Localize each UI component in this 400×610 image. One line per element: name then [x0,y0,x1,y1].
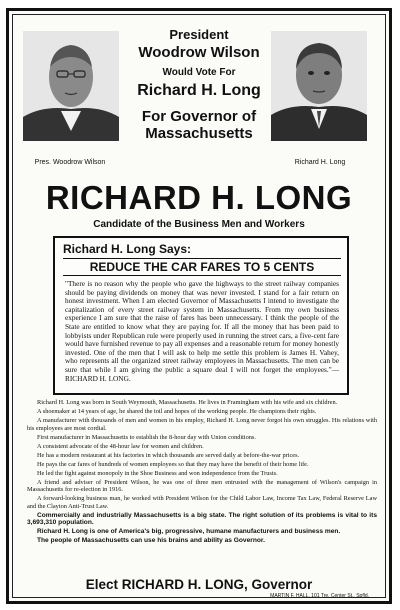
quote-text: "There is no reason why the people who gave the highways to the street railway companies should be paying dividends on money that was never invested. I stand for a fair return on honest investment. When I am elected Governor of Massachusetts I intend to investigate the capitalization of every street railway system in Massachusetts. From my own business experience I am sure that the raise of fares has been unnecessary. I think the people of the State are entitled to know what they are paying for. If all the money that has been paid to lobbyists under Republican rule were properly used in running the street cars, a five-cent fare would have furnished revenue to pay all expenses and a reasonable return for money honestly invested. One of the men that I will ask to help me settle this problem is James H. Vahey, who represents all the organized street railway employees in Massachusetts. The men can be sure that while I am giving the public a square deal I will not forget the employees."—RICHARD H. LONG. [65,279,339,383]
advertisement-page [6,8,392,604]
bio-paragraph: A forward-looking business man, he worked with President Wilson for the Child Labor Law, Income Tax Law, Federal Reserve Law and the Clayton Anti-Trust Law. [27,495,377,510]
headline-president: President [169,27,229,42]
wilson-caption: Pres. Woodrow Wilson [34,159,106,166]
headline-governor: For Governor of Massachusetts [141,108,257,142]
richard-long-photo [271,31,367,141]
quote-box [53,236,349,395]
bio-paragraph: A friend and adviser of President Wilson, he was one of three men entrusted with the management of Wilson's campaign in Massachusetts for re-election in 1916. [27,478,377,493]
quote-slogan: REDUCE THE CAR FARES TO 5 CENTS [63,258,341,276]
bio-paragraph: First manufacturer in Massachusetts to establish the 8-hour day with Union conditions. [37,433,256,441]
closing-paragraph: Richard H. Long is one of America's big, progressive, humane manufacturers and business men. [37,528,341,535]
closing-paragraph: The people of Massachusetts can use his brains and ability as Governor. [37,537,265,544]
bio-paragraph: He pays the car fares of hundreds of women employees so that they may have the benefit of their home life. [37,460,309,468]
biography-section [27,399,377,546]
closing-paragraph: Commercially and industrially Massachusetts is a big state. The right solution of its problems is vital to its 3,693,310 population. [27,511,377,526]
long-portrait-icon [271,31,367,141]
bio-paragraph: A manufacturer with thousands of men and women in his employ, Richard H. Long never forgot his own struggles. His relations with his employees are most cordial. [27,417,377,432]
bio-paragraph: A shoemaker at 14 years of age, he shared the toil and hopes of the working people. He champions their rights. [37,408,317,415]
headline-would-vote: Would Vote For [162,67,236,78]
bio-paragraph: A consistent advocate of the 48-hour law for women and children. [37,442,204,450]
elect-slogan: Elect RICHARD H. LONG, Governor [85,577,313,592]
bio-paragraph: He led the fight against monopoly in the Shoe Business and won independence from the Trusts. [37,469,278,477]
woodrow-wilson-photo [23,31,119,141]
headline-wilson: Woodrow Wilson [138,44,260,61]
candidate-name-banner: RICHARD H. LONG [45,179,353,216]
bio-paragraph: Richard H. Long was born in South Weymouth, Massachusetts. He lives in Framingham with his wife and six children. [37,399,338,406]
candidate-subtitle: Candidate of the Business Men and Workers [93,219,305,230]
bio-paragraph: He has a modern restaurant at his factories in which thousands are served daily at before-the-war prices. [37,451,300,459]
headline-long: Richard H. Long [137,82,261,99]
headline-block [129,27,269,142]
quote-heading: Richard H. Long Says: [63,242,192,256]
wilson-portrait-icon [23,31,119,141]
long-caption: Richard H. Long [294,159,346,166]
publisher-signature: MARTIN F. HALL, 101 Tre. Center St., Spfld. [270,593,369,599]
